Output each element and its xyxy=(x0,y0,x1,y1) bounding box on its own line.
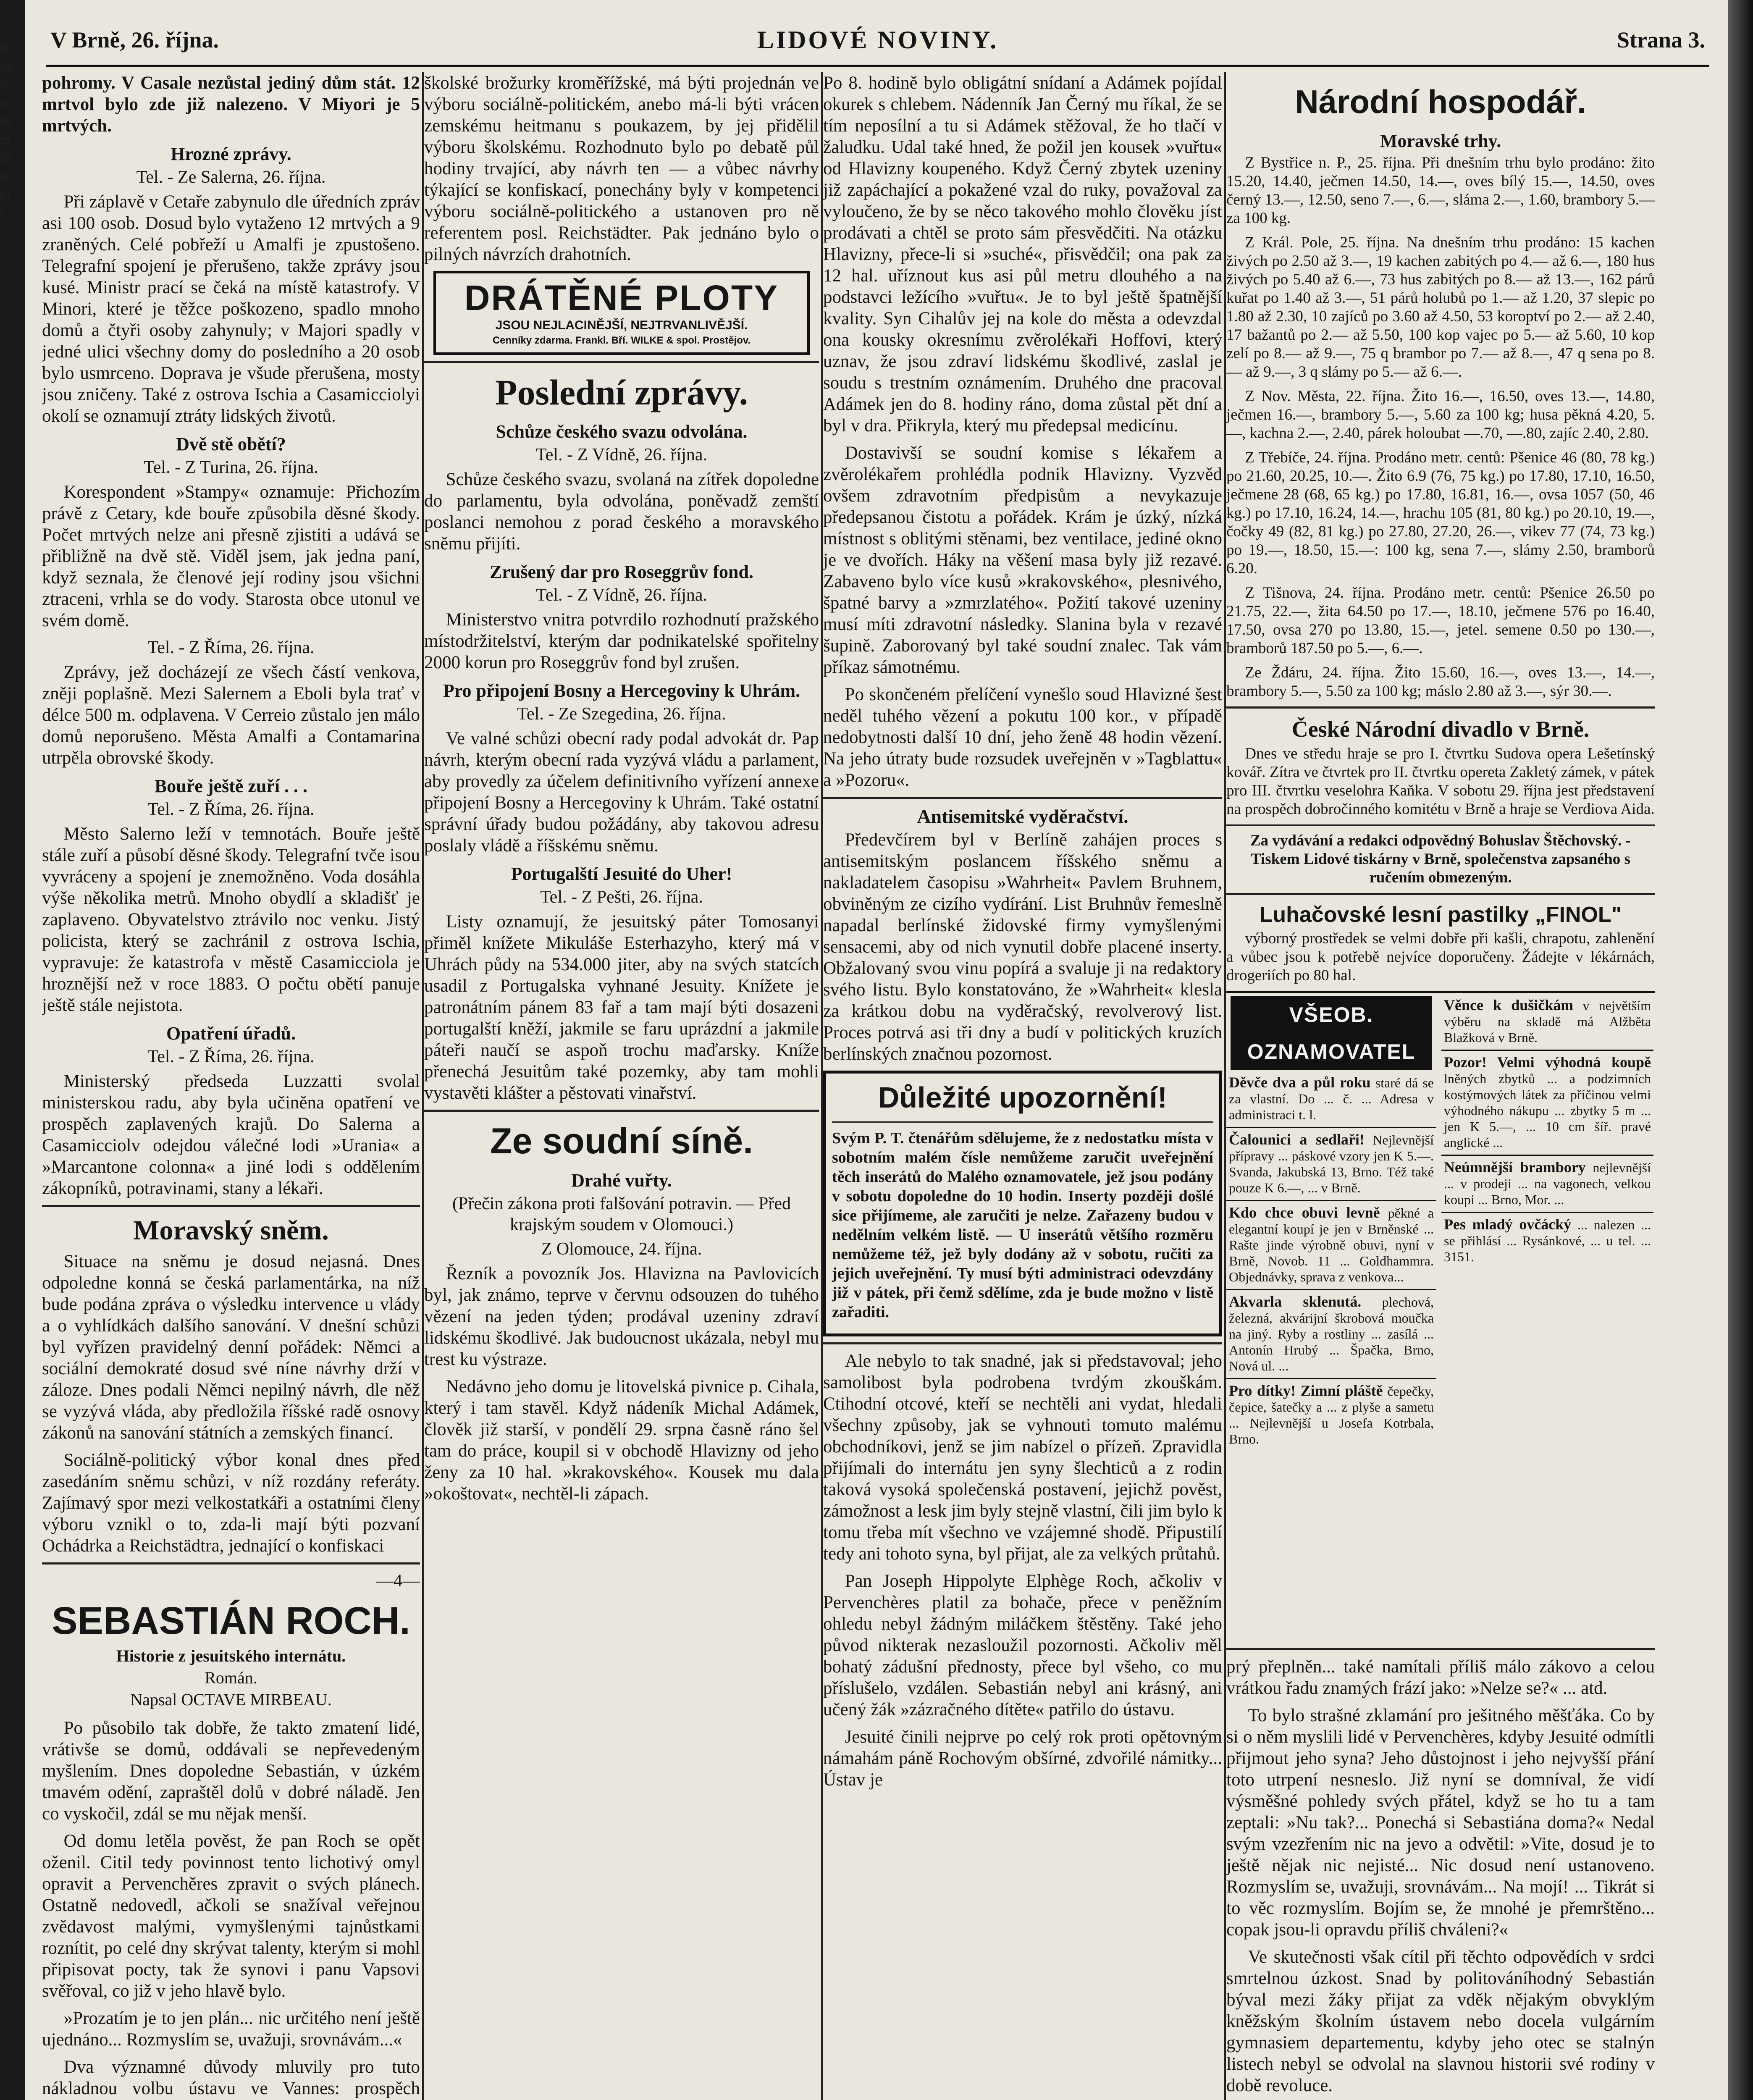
header-rule xyxy=(46,65,1709,67)
section-rule xyxy=(1226,893,1655,895)
feuilleton-text: Po působilo tak dobře, že takto zmatení lidé, vrátivše se domů, oddávali se nepřevedeným myšlením. Dnes dopoledne Sebastián, v úzkém tmavém odění, zapraštěl dolů v dobré náladě. Jen co vyskočil, zdál se mu nějak menší. xyxy=(42,1718,420,1824)
article-heading: Moravské trhy. xyxy=(1380,131,1501,151)
strip-fragment: ek xyxy=(0,58,14,73)
section-title: Moravský sněm. xyxy=(133,1215,329,1246)
section-rule xyxy=(424,361,819,363)
small-ad xyxy=(1229,1383,1434,1447)
page-number: Strana 3. xyxy=(1617,27,1705,52)
article-text: Předevčírem byl v Berlíně zahájen proces s antisemitským poslancem říšského sněmu a nakladatelem časopisu »Wahrheit« Pavlem Bruhnem, obviněným ze cizího vydírání. List Bruhnův řemeslně napadal berlínské židovské firmy vymyšlenými sensacemi, aby od nich vynutil dobře placené inserty. Obžalovaný svou vinu popírá a svaluje ji na redaktory svého listu. Bylo konstatováno, že »Wahrheit« klesla za krátkou dobu na vyděračský, revolverový list. Proces potrvá asi tři dny a budí v politických kruzích berlínských značnou pozornost. xyxy=(823,830,1222,1064)
dateline: Tel. - Z Říma, 26. října. xyxy=(147,1047,315,1066)
classifieds-banner: VŠEOB. OZNAMOVATEL xyxy=(1231,996,1432,1070)
section-rule xyxy=(42,1205,420,1207)
feuilleton-text: Od domu letěla pověst, že pan Roch se opět oženil. Citil tedy povinnost tento lichotivý omyl opravit a Pervenchěres zpravit o svých plánech. Ostatně nedovedl, ačkoli se snažíval veřejnou zvědavost malými, vymyšlenými tajnůstkami roznítit, po celé dny skrývat talenty, kterým si mohl připisovat pocty, tak že synovi i panu Vapsovi svěřoval, co již v jeho hlavě bylo. xyxy=(42,1831,420,2001)
feuilleton-text: Jesuité činili nejprve po celý rok proti opětovným námahám páně Rochovým obšírné, zdvořilé námitky... Ústav je xyxy=(823,1727,1222,1790)
section-rule xyxy=(823,797,1222,799)
scan-edge-right xyxy=(1728,0,1753,2100)
theatre-programme: Dnes ve středu hraje se pro I. čtvrtku Sudova opera Lešetínský kovář. Zítra ve čtvrtek pro II. čtvrtku opereta Zakletý zámek, v pátek pro III. čtvrtku veselohra Kaňka. V sobotu 29. října jest představení na prospěch dobročinného komitétu v Brně a hraje se Verdiova Aida. xyxy=(1226,745,1655,818)
article-text: Ve valné schůzi obecní rady podal advokát dr. Pap návrh, kterým obecní rada vyzývá vládu a parlament, aby provedly za účelem definitivního vyřízení annexe připojení Bosny a Hercegoviny k Uhrám. Také ostatní správní úřady budou požádány, aby takovou adresu poslaly vládě a říšskému sněmu. xyxy=(424,729,819,856)
notice-title: Důležité upozornění! xyxy=(878,1081,1168,1114)
strip-fragment: n xyxy=(0,168,7,184)
advert-subtitle: JSOU NEJLACINĚJŠÍ, NEJTRVANLIVĚJŠÍ. xyxy=(495,318,748,332)
article-text: Schůze českého svazu, svolaná na zítřek dopoledne do parlamentu, byla odvolána, poněvadž zemští poslanci nemohou z porad českého a moravského sněmu přijíti. xyxy=(424,470,819,554)
small-ad-text: plechová, železná, akvárijní škrobová moučka na jiný. Ryby a rostliny ... zasílá ... Antonín Hrubý ... Špačka, Brno, Nová ul. ... xyxy=(1229,1294,1434,1373)
article-text: Listy oznamují, že jesuitský páter Tomosanyi přiměl knížete Mikuláše Esterhazyho, který má v Uhrách půdy na 534.000 jiter, aby na svých statcích usadil z Portugalska vyhnané Jesuity. Knížete je patronátním pánem 83 fař a tam mají býti dosazeni portugalští kněží, jakmile se faru uprázdní a jakmile páteři naučí se aspoň trochu maďarsky. Kníže přenechá Jesuitům také pozemky, aby tam mohli vystavěti klášter a pěstovati vinařství. xyxy=(424,912,819,1103)
column-3 xyxy=(823,72,1222,2100)
small-ad-text: lněných zbytků ... a podzimních kostýmových látek za příčinou velmi výhodného nákupu ... zbytky 5 m ... jen K 5.—, ... 10 cm šíř. pravé anglické ... xyxy=(1444,1071,1651,1150)
feuilleton-author: Napsal OCTAVE MIRBEAU. xyxy=(130,1690,332,1709)
small-ad-text: nejlevnější ... v prodeji ... na vagonech, velkou koupi ... Brno, Mor. ... xyxy=(1444,1160,1651,1207)
notice-rule xyxy=(832,1121,1213,1123)
feuilleton-text: Ale nebylo to tak snadné, jak si představoval; jeho samolibost byla podrobena tvrdým zkouškám. Ctihodní otcové, kteří se nechtěli ani vydat, hledali všechny způsoby, jak se vyhnouti tomuto malému obchodníkovi, jenž se jim nabízel o přízeň. Zpravidla přijímali do internátu jen syny šlechticů a z rodin taková vysoká společenská postavení, jejichž pověst, zámožnost a lesk jim byly stejně vlastní, čili jim bylo k tomu třeba mít všechno ve vzájemné shodě. Připustilí tedy ani tohoto syna, byl přijat, ale za velkých průtahů. xyxy=(823,1351,1222,1564)
article-heading: Hrozné zprávy. xyxy=(171,144,291,164)
small-ad-text: v největším výběru na skladě má Alžběta Blažková v Brně. xyxy=(1444,998,1651,1045)
imprint: Za vydávání a redakci odpovědný Bohuslav Štěchovský. - Tiskem Lidové tiskárny v Brně, společenstva zapsaného s ručením obmezeným. xyxy=(1250,832,1631,886)
feuilleton-rule xyxy=(42,1562,420,1564)
article-text: Situace na sněmu je dosud nejasná. Dnes odpoledne konná se česká parlamentárka, na níž bude podána zpráva o výsledku intervence u vlády a o vyhlídkách dalšího sanování. V dnešní schůzi byl vyřízen pravidelný denní pořádek: Němci a sociální demokraté dosud své níne návrhy drží v záloze. Dnes podali Němci nepilný návrh, dle něž se vyzývá vláda, aby předložila říšské radě osnovy zákonů na sanování státních a zemských financí. xyxy=(42,1252,420,1443)
small-ad xyxy=(1444,1054,1651,1150)
article-heading: Schůze českého svazu odvolána. xyxy=(496,421,748,442)
dateline: Tel. - Z Pešti, 26. října. xyxy=(540,887,703,907)
feuilleton-text: To bylo strašné zklamání pro ješitného měšťáka. Co by si o něm myslili lidé v Pervenchères, kdyby Jesuité odmítli přijmout jeho syna? Jeho důstojnost i jeho nejvyšší přání toto utrpení nesneslo. Již nyní se domníval, že vidí výsměšné pohledy svých přátel, když se ho tu a tam zeptali: »Nu tak?... Ponechá si Sebastiána doma?« Nedal svým vzezřením nic na jevo a odvětil: »Vite, dosud je to ještě nějak nic nejisté... Nic dosud není ustanoveno. Rozmyslím se, uvažuji, srovnávám... Na mojí! ... Tikrát si to věc rozmyslím. Bojím se, že mnohé je přemrštěno... copak jsou-li opravdu příliš chváleni?« xyxy=(1226,1706,1655,1940)
article-text: školské brožurky kroměřížské, má býti projednán ve výboru sociálně-politickém, anebo má-li býti vrácen zemskému heitmanu s poukazem, by jej přidělil výboru školskému. Rozhodnuto bylo po debatě půl hodiny trvající, aby návrh ten — a vůbec návrhy týkající se konfiskací, ponechány byly v kompetenci výboru sociálně-politického a ustanoven pro ně referentem posl. Reichstädter. Pak jednáno bylo o pilných návrzích drahotních. xyxy=(424,73,819,264)
imprint-rule xyxy=(1226,824,1655,826)
article-heading: Bouře ještě zuří . . . xyxy=(154,776,308,796)
article-text: Zprávy, jež docházejí ze všech částí venkova, zněji poplašně. Mezi Salernem a Eboli byla trať v délce 500 m. odplavena. V Cerreio zůstalo jen málo domů neporušeno. Města Amalfi a Contamarina utrpěla obrovské škody. xyxy=(42,662,420,768)
small-ad-text: čepečky, čepice, šatečky a ... z plyše a sametu ... Nejlevnější u Josefa Kotrbala, Brno. xyxy=(1229,1383,1434,1446)
feuilleton-title: SEBASTIÁN ROCH. xyxy=(52,1599,410,1642)
article-heading: Antisemitské vyděračství. xyxy=(917,806,1128,827)
feuilleton-text: »Prozatím je to jen plán... nic určitého není ještě ujednáno... Rozmyslím se, uvažuji, srovnávám...« xyxy=(42,2008,420,2050)
article-text: Po skončeném přelíčení vynešlo soud Hlavizné šest neděl tuhého vězení a pokutu 100 kor., v případě nedobytnosti další 10 dní, jeho ženě 48 hodin vězení. Na jeho útraty bude rozsudek uveřejněn v »Tagblattu« a »Pozoru«. xyxy=(823,685,1222,790)
feuilleton-number: —4— xyxy=(376,1571,420,1591)
market-report: Z Král. Pole, 25. října. Na dnešním trhu prodáno: 15 kachen živých po 2.50 až 3.—, 19 kachen zabitých po 4.— až 6.—, 180 hus živých po 5.40 až 6.—, 73 hus zabitých po 8.— až 13.—, 162 párů kuřat po 1.40 až 3.—, 51 párů holubů po 1.— až 1.20, 37 slepic po 1.80 až 2.30, 10 zajíců po 3.60 až 4.50, 53 koroptví po 2.— až 2.40, 17 bažantů po 2.— až 5.50, 100 kop vajec po 5.— až 5.60, 10 kop zelí po 8.— až 9.—, 75 q brambor po 7.— až 8.—, 47 q sena po 8.— až 9.—, 3 q slámy po 5.— až 6.—. xyxy=(1226,234,1655,381)
advert-title: DRÁTĚNÉ PLOTY xyxy=(464,278,779,318)
dateline: Tel. - Z Říma, 26. října. xyxy=(147,638,315,657)
article-heading: Drahé vuřty. xyxy=(571,1170,672,1191)
small-ad-text: Nejlevnější přípravy ... páskové vzory jen K 5.—. Svanda, Jakubská 13, Brno. Též také pouze K 6.—, ... v Brně. xyxy=(1229,1132,1434,1195)
small-ad-title: Věnce k dušičkám xyxy=(1444,997,1574,1013)
important-notice-box xyxy=(823,1071,1222,1336)
market-report: Z Třebíče, 24. října. Prodáno metr. centů: Pšenice 46 (80, 78 kg.) po 21.60, 20.25, 10.—. Žito 6.9 (76, 75 kg.) po 17.80, 17.10, 16.50, ječmene 28 (68, 65 kg.) po 17.80, 16.81, 16.—, ovsa 1057 (50, 46 kg.) po 17.10, 16.24, 14.—, hrachu 105 (81, 80 kg.) po 20.10, 19.—, čočky 49 (82, 81 kg.) po 27.80, 27.20, 26.—, vikev 77 (74, 73 kg.) po 19.—, 18.50, 15.—: 100 kg, sena 7.—, slámy 2.50, bramborů 6.20. xyxy=(1226,449,1655,577)
masthead: LIDOVÉ NOVINY. xyxy=(757,26,999,54)
ad-rule xyxy=(1441,1155,1653,1156)
feuilleton-text: Pan Joseph Hippolyte Elphège Roch, ačkoliv v Pervenchères platil za bohače, přece v peněžním ohledu nebyl žádným miláčkem štěstěny. Také jeho původ nikterak nezasloužil pozornosti. Ačkoliv měl bohatý zádušní přednosty, přece byl všeho, co mu příslušelo, vzdálen. Sebastián nebyl ani krásný, ani učený žák »zázračného dítěte« patřilo do ústavu. xyxy=(823,1571,1222,1719)
dateline: Tel. - Z Říma, 26. října. xyxy=(147,800,315,819)
ad-rule xyxy=(1441,1050,1653,1051)
column-rule xyxy=(422,72,424,2100)
strip-fragment: le xyxy=(0,150,10,165)
small-ad-text: staré dá se za vlastní. Do ... č. ... Adresa v administraci t. l. xyxy=(1229,1075,1434,1122)
column-1 xyxy=(42,72,420,2100)
small-ad-text: ... nalezen ... se přihlásí ... Rysánkové, ... u tel. ... 3151. xyxy=(1444,1217,1651,1264)
feuilleton-genre: Román. xyxy=(205,1668,257,1687)
feuilleton-rule xyxy=(1226,1648,1655,1650)
strip-fragment: s. xyxy=(0,94,9,110)
place-date: V Brně, 26. října. xyxy=(50,27,219,52)
article-heading: Opatření úřadů. xyxy=(166,1023,296,1044)
ad-rule xyxy=(1226,1378,1436,1379)
article-text: pohromy. V Casale nezůstal jediný dům stát. 12 mrtvol bylo zde již nalezeno. V Miyori je 5 mrtvých. xyxy=(42,73,420,136)
strip-fragment: u, xyxy=(0,76,11,92)
feuilleton-text: Ve skutečnosti však cítil při těchto odpovědích v srdci smrtelnou úzkost. Snad by politováníhodný Sebastián býval mezi žáky přijat za vděk nějakým obvyklým kněžským školním ústavem nebo docela vulgárním gymnasiem departementu, kdyby jeho otec se stalnýn listech nebyl se odvolal na slavnou historii své rodiny v době revoluce. xyxy=(1226,1947,1655,2095)
article-text: Ministerstvo vnitra potvrdilo rozhodnutí pražského místodržitelství, kterým dar podnikatelské spořitelny 2000 korun pro Roseggrův fond byl zrušen. xyxy=(424,610,819,672)
dateline: Tel. - Ze Szegedina, 26. října. xyxy=(517,704,726,724)
feuilleton-text: Dva významné důvody mluvily pro tuto nákladnou volbu ústavu ve Vannes: prospěch xyxy=(42,2057,420,2098)
notice-text: Svým P. T. čtenářům sdělujeme, že z nedostatku místa v sobotním malém čísle nemůžeme zaručit uveřejnění těch inserátů do Malého oznamovatele, jež jsou podány v sobotu dopoledne do 10 hodin. Inserty později došlé sice přijímeme, ale zaručiti je nelze. Zařazeny budou v nedělním velkém listě. — U inserátů většího rozměru nemůžeme též, jež byly dodány až v sobotu, ručiti za jejich uveřejnění. Ty musí býti administraci odevzdány již v pátek, při čemž sdělíme, zda je bude možno v listě zařaditi. xyxy=(832,1129,1213,1321)
small-ads-right xyxy=(1441,993,1653,1648)
advert-text: výborný prostředek se velmi dobře při kašli, chrapotu, zahlenění a vůbec jsou k potřebě nejvíce doporučeny. Žádejte v lékárnách, drogeriích po 80 hal. xyxy=(1226,930,1655,984)
article-heading: Dvě stě obětí? xyxy=(176,434,286,454)
small-ad xyxy=(1229,1074,1434,1123)
article-text: Řezník a povozník Jos. Hlavizna na Pavlovicích byl, jak známo, teprve v červnu odsouzen do tuhého vězení na jeden týden; prodával uzeniny zdraví lidskému škodlivé. Jak budoucnost ukázala, nebyl mu trest ku výstraze. xyxy=(424,1264,819,1369)
small-ad xyxy=(1444,997,1651,1045)
small-ad xyxy=(1229,1131,1434,1196)
small-ad xyxy=(1444,1216,1651,1265)
article-text: Nedávno jeho domu je litovelská pivnice p. Cihala, který i tam stavěl. Když nádeník Michal Adámek, člověk již starší, v pondělí 29. srpna časně ráno šel tam do práce, koupil si v obchodě Hlavizny od jeho ženy za 10 hal. »krakovského«. Kousek mu dala »okoštovat«, nechtěl-li zápach. xyxy=(424,1377,819,1504)
section-title: Ze soudní síně. xyxy=(490,1121,753,1161)
market-report: Z Bystřice n. P., 25. října. Při dnešním trhu bylo prodáno: žito 15.20, 14.40, ječmen 14.50, 14.—, oves bílý 15.—, 14.50, oves černý 13.—, 12.50, seno 7.—, 6.—, sláma 2.—, 1.60, brambory 5.— za 100 kg. xyxy=(1226,154,1655,227)
article-text: Korespondent »Stampy« oznamuje: Přichozím právě z Cetary, kde bouře způsobila děsné škody. Počet mrtvých nelze ani přesně zjistiti a udává se přibližně na dvě stě. Viděl jsem, jak jedna paní, když seznala, že členové její rodiny jsou všichni ztraceni, vrhla se do vody. Starosta obce utonul ve svém domě. xyxy=(42,482,420,630)
small-ad-title: Kdo chce obuvi levně xyxy=(1229,1204,1380,1221)
small-ad-title: Pro dítky! Zimní pláště xyxy=(1229,1382,1383,1399)
ad-rule xyxy=(1226,1289,1436,1290)
article-heading: Portugalští Jesuité do Uher! xyxy=(511,864,732,884)
section-rule xyxy=(424,1110,819,1112)
dateline: Z Olomouce, 24. října. xyxy=(541,1239,702,1259)
small-ad-title: Pes mladý ovčácký xyxy=(1444,1216,1572,1233)
article-heading: Pro připojení Bosny a Hercegoviny k Uhrám. xyxy=(443,680,800,701)
strip-fragment: rs xyxy=(0,131,10,147)
dateline: Tel. - Z Vídně, 26. října. xyxy=(535,585,708,605)
article-text: Dostavivší se soudní komise s lékařem a zvěrolékařem prohlédla podnik Hlavizny. Vyzvěd ovšem zdravotním předpisům a nevykazuje předepsanou čistotu a pořádek. Krám je úzký, nízká místnost s oblitými stěnami, bez ventilace, jediné okno je ve dvořích. Háky na věšení masa byly již rezavé. Zabaveno bylo více kusů »krakovského«, plesnivého, špatné barvy a »zmrzlatého«. Požití takové uzeniny musí míti zdravotní následky. Slanina byla v rezavé šupině. Zaborovaný byl také soudní znalec. Tak vám příkaz sámotnému. xyxy=(823,443,1222,677)
dateline: Tel. - Z Turina, 26. října. xyxy=(144,458,318,477)
article-text: Sociálně-politický výbor konal dnes před zasedáním sněmu schůzi, v níž rozdány referáty. Zajímavý spor mezi velkostatkáři a ostatními členy výboru vznikl o to, zda-li mají býti pozvaní Ochádrka a Reichstädtra, jednající o konfiskaci xyxy=(42,1450,420,1556)
small-ad-title: Pozor! Velmi výhodná koupě xyxy=(1444,1054,1651,1071)
small-ad-title: Čalounici a sedlaři! xyxy=(1229,1131,1365,1148)
feuilleton-rule xyxy=(823,1342,1222,1344)
advert-title: Luhačovské lesní pastilky „FINOL" xyxy=(1259,903,1622,927)
small-ad-title: Akvarla sklenutá. xyxy=(1229,1293,1362,1310)
article-subheading: (Přečin zákona proti falšování potravin. — Před krajským soudem v Olomouci.) xyxy=(452,1194,791,1234)
strip-fragment: ci xyxy=(0,187,10,202)
cut-off-left-column xyxy=(0,38,29,479)
market-report: Z Nov. Města, 22. října. Žito 16.—, 16.50, oves 13.—, 14.80, ječmen 16.—, brambory 5.—, 5.60 za 100 kg; husa pěkná 4.20, 5.—, kachna 2.—, 2.40, párek holoubat —.70, —.80, zajíc 2.40, 2.80. xyxy=(1226,388,1655,442)
small-ad-text: pěkné a elegantní koupí je jen v Brněnské ... Rašte jinde výrobně obuvi, nyní v Brně, Novob. 11 ... Goldhammra. Objednávky, sprava z venkova... xyxy=(1229,1205,1434,1284)
strip-fragment: tý xyxy=(0,39,11,55)
column-2 xyxy=(424,72,819,2100)
article-heading: Zrušený dar pro Roseggrův fond. xyxy=(490,562,753,582)
dateline: Tel. - Ze Salerna, 26. října. xyxy=(136,168,326,187)
wire-fence-advert xyxy=(433,271,810,355)
section-title: České Národní divadlo v Brně. xyxy=(1291,717,1590,742)
article-text: Ministerský předseda Luzzatti svolal ministerskou radu, aby byla učiněna opatření ve prospěch zaplavených krajů. Do Salerna a Casamicciolv odejdou válečné lodi »Urania« a »Marcantone colonna« a jiné lodi s oddělením zákopníků, potravinami, stany a lékaři. xyxy=(42,1071,420,1198)
strip-fragment: í xyxy=(0,205,4,221)
page-header xyxy=(46,17,1709,67)
section-rule xyxy=(1226,706,1655,709)
feuilleton-text: prý přeplněn... také namítali příliš málo zákovo a celou vrátkou řadu znamých frází jako: »Nelze se?« ... atd. xyxy=(1226,1657,1655,1698)
strip-fragment: m xyxy=(0,113,11,129)
column-rule xyxy=(1224,72,1226,2100)
dateline: Tel. - Z Vídně, 26. října. xyxy=(535,445,708,465)
advert-address: Cenníky zdarma. Frankl. Bří. WILKE & spol. Prostějov. xyxy=(492,335,751,346)
section-title: Národní hospodář. xyxy=(1295,83,1586,120)
ad-rule xyxy=(1441,1212,1653,1213)
small-ads-left xyxy=(1226,993,1436,1648)
small-ad-title: Děvče dva a půl roku xyxy=(1229,1074,1371,1091)
column-rule xyxy=(821,72,823,2100)
feuilleton-subtitle: Historie z jesuitského internátu. xyxy=(116,1646,346,1665)
section-title: Poslední zprávy. xyxy=(495,372,748,412)
small-ad xyxy=(1229,1205,1434,1285)
article-text: Po 8. hodině bylo obligátní snídaní a Adámek pojídal okurek s chlebem. Nádenník Jan Černý mu říkal, že se tím neposílní a tu si Adámek stěžoval, že ho tlačí v žaludku. Udal také hned, že požil jen kousek »vuřtu« od Hlavizny koupeného. Když Černý zbytek uzeniny již zapáchající a pokažené vzal do ruky, považoval za vyloučeno, že by se něco takového mohlo člověku jíst prodávati a chtěl se proto sám přesvědčiti. Na otázku Hlavizny, přece-li si »suché«, přisvědčil; ona pak za 12 hal. uříznout kus asi půl metru dlouhého a na podstavci ležícího »vuřtu«. Je to byl ještě špatnější kvality. Syn Cihalův jej na kole do města a odevzdal ona kousky okresnímu zvěrolékaři Hoffovi, který uznav, že jsou zdraví lidskému škodlivé, zaslal je soudu s trestním oznámením. Druhého dne pracoval Adámek jen do 8. hodiny ráno, doma zůstal pět dní a byl v dra. Přikryla, který mu předepsal medicínu. xyxy=(823,73,1222,436)
ad-rule xyxy=(1226,1127,1436,1128)
article-text: Při záplavě v Cetaře zabynulo dle úředních zpráv asi 100 osob. Dosud bylo vytaženo 12 mrtvých a 9 zraněných. Celé pobřeží u Amalfi je zpustošeno. Telegrafní spojení je přerušeno, takže zprávy jsou kusé. Ministr prací se čeká na místě katastrofy. V Minori, které je těžce poškozeno, spadlo mnoho domů a čtyři osoby zahynuly; v Majori spadly v jedné ulici všechny domy do posledního a 20 osob bylo usmrceno. Doprava je všude přerušena, mosty jsou zničeny. Také z ostrova Ischia a Casamicciolyi okolí se oznamují ztráty lidských životů. xyxy=(42,192,420,426)
article-text: Město Salerno leží v temnotách. Bouře ještě stále zuří a působí děsné škody. Telegrafní tvče isou vyvráceny a spojení je znemožněno. Voda dosáhla výše několika metrů. Mnoho obydlí a skladišť je zaplaveno. Obyvatelstvo ztrávilo noc venku. Jistý policista, který se zachránil z ostrova Ischia, vypravuje: že katastrofa v městě Casamicciola je hroznější než v roce 1883. O počtu obětí panuje ještě stále nejistota. xyxy=(42,824,420,1015)
column-4 xyxy=(1226,72,1655,2100)
market-report: Ze Ždáru, 24. října. Žito 15.60, 16.—, oves 13.—, 14.—, brambory 5.—, 5.50 za 100 kg; máslo 2.80 až 3.—, sýr 30.—. xyxy=(1226,664,1655,700)
small-ad xyxy=(1444,1159,1651,1208)
small-ad-title: Neúmnější brambory xyxy=(1444,1159,1586,1176)
small-ads-block xyxy=(1226,991,1655,1648)
ad-rule xyxy=(1226,1200,1436,1201)
market-report: Z Tišnova, 24. října. Prodáno metr. centů: Pšenice 26.50 po 21.75, 22.—, žita 64.50 po 17.—, 18.10, ječmene 576 po 16.40, 17.50, ovsa 270 po 13.80, 15.—, jetel. semene 0.50 po 130.—, bramborů 187.50 po 5.—, 6.—. xyxy=(1226,584,1655,657)
small-ad xyxy=(1229,1294,1434,1374)
